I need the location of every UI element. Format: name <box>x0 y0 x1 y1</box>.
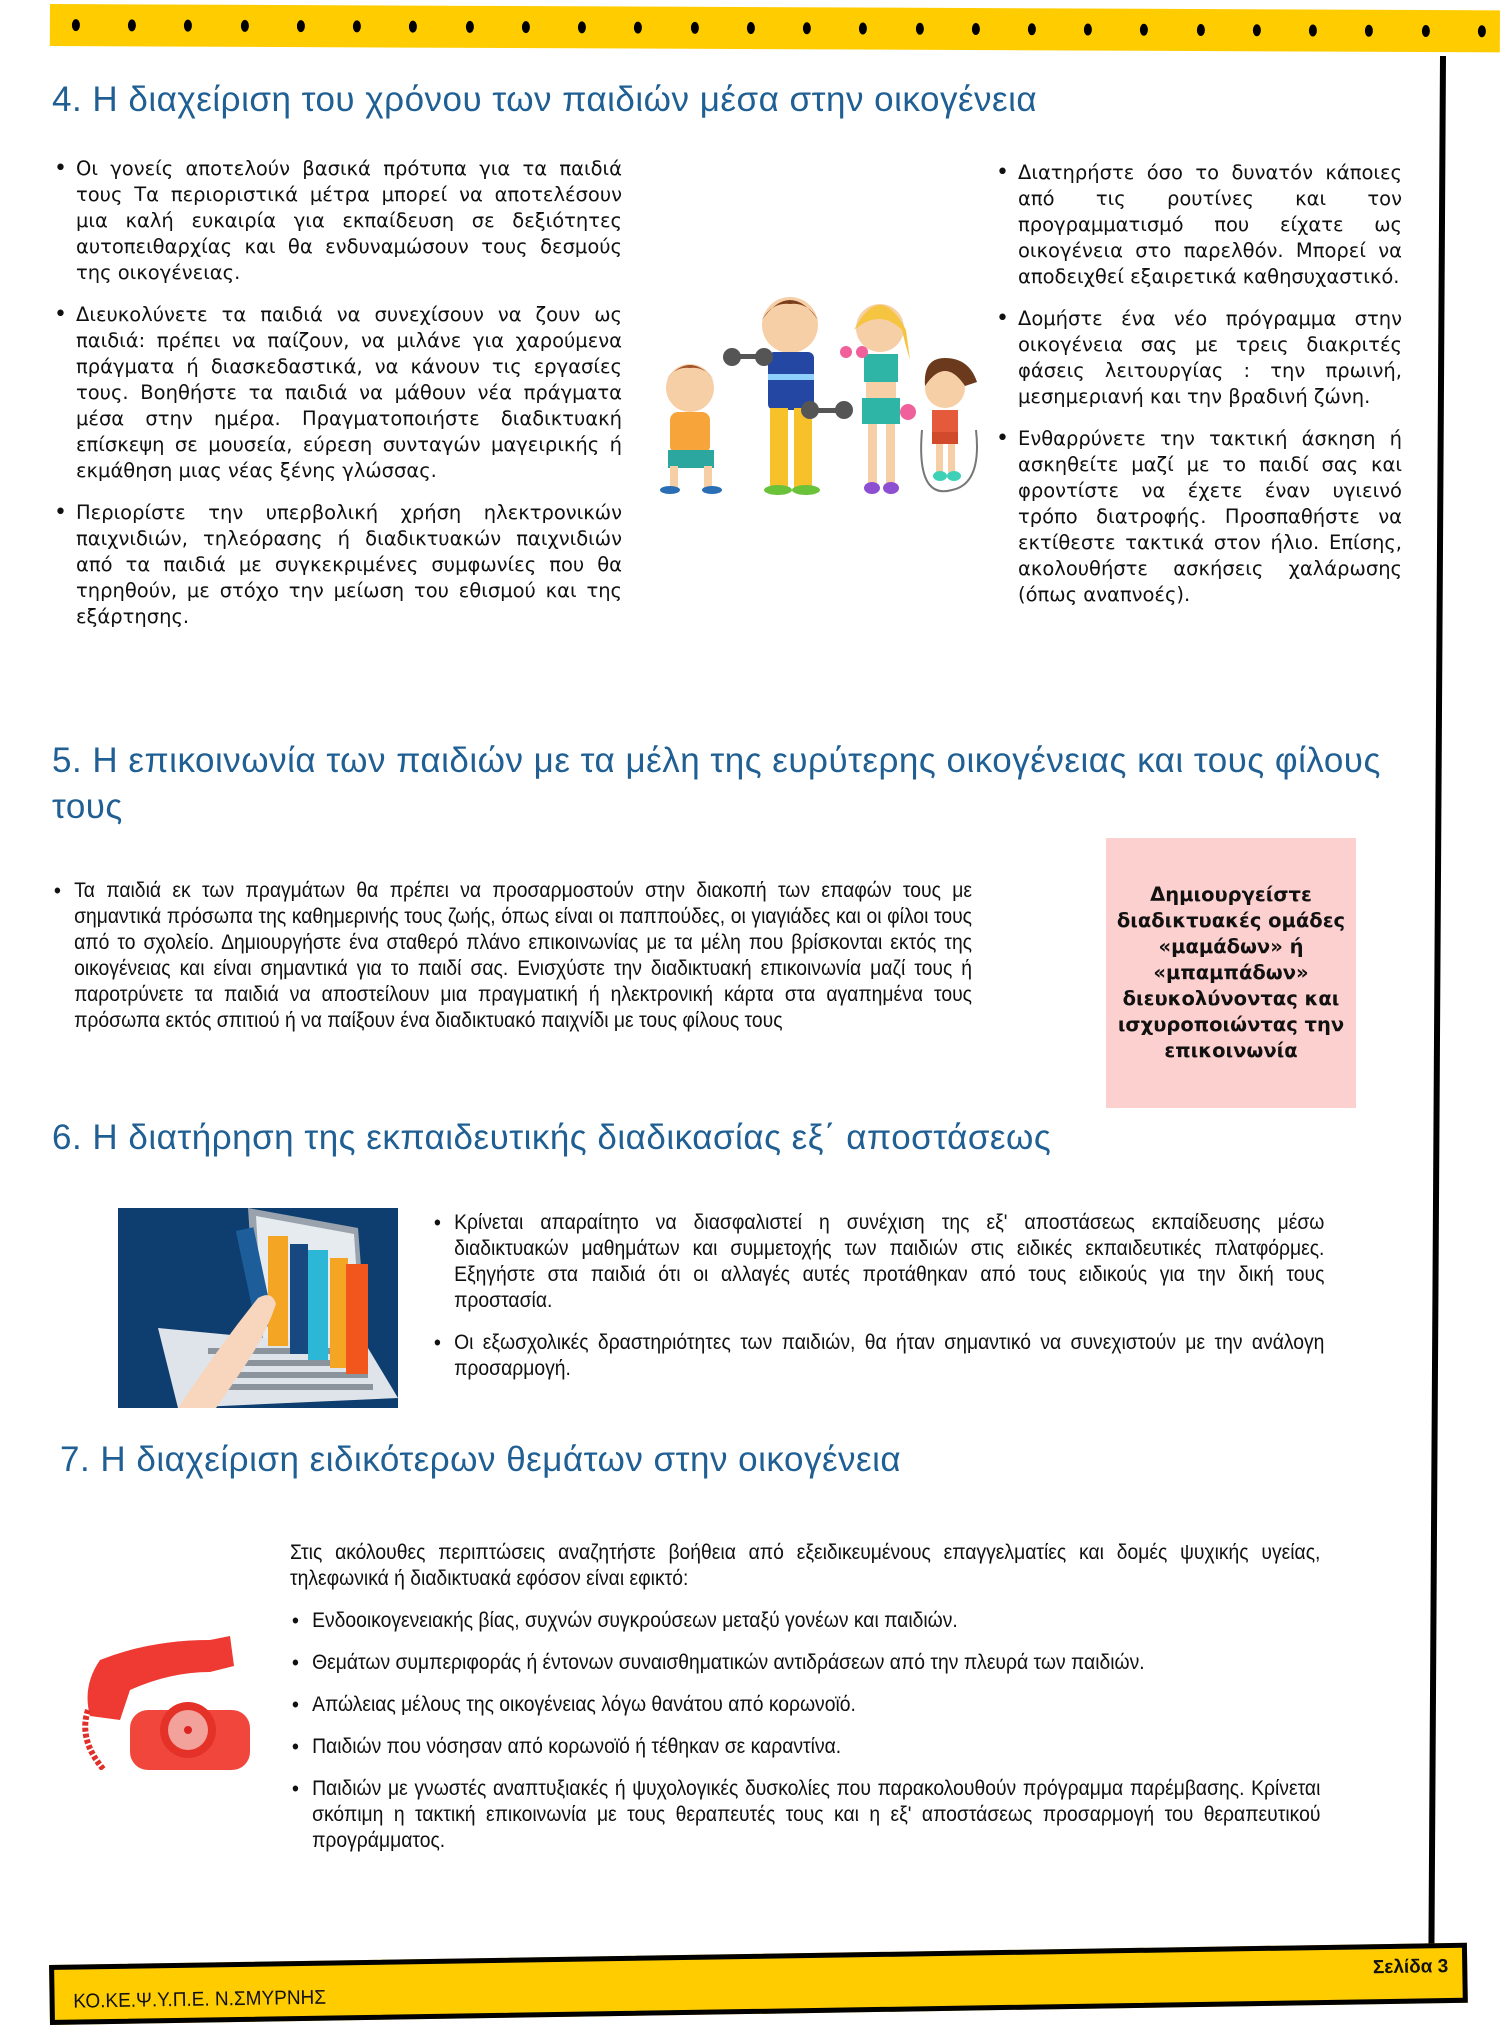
callout-box <box>1106 838 1356 1108</box>
decorative-dot <box>1478 25 1486 37</box>
page-number: Σελίδα 3 <box>1372 1956 1449 1979</box>
right-border-rule <box>1428 56 1446 1956</box>
decorative-dot <box>1197 24 1205 36</box>
red-telephone-illustration <box>60 1600 260 1770</box>
decorative-dot <box>241 20 249 32</box>
list-item: • Θεμάτων συμπεριφοράς ή έντονων συναισθηματικών αντιδράσεων από την πλευρά των παιδιών. <box>290 1650 1320 1676</box>
section-6-text <box>432 1210 1324 1398</box>
header-band <box>50 4 1500 52</box>
decorative-dot <box>128 19 136 31</box>
decorative-dot <box>1253 24 1261 36</box>
list-item: • Περιορίστε την υπερβολική χρήση ηλεκτρονικών παιχνιδιών, τηλεόρασης ή διαδικτυακών παιχνιδιών από τα παιδιά με συγκεκριμένες συμφωνίες που θα τηρηθούν, με στόχο την μείωση του εθισμού και της εξάρτησης. <box>52 500 622 630</box>
list-item: • Διατηρήστε όσο το δυνατόν κάποιες από τις ρουτίνες και τον προγραμματισμό που είχατε ως οικογένεια στο παρελθόν. Μπορεί να αποδειχθεί εξαιρετικά καθησυχαστικό. <box>994 160 1402 290</box>
decorative-dot <box>690 22 698 34</box>
decorative-dot <box>915 23 923 35</box>
list-item: • Δομήστε ένα νέο πρόγραμμα στην οικογένεια σας με τρεις διακριτές φάσεις λειτουργίας : την πρωινή, μεσημεριανή και την βραδινή ζώνη. <box>994 306 1402 410</box>
section-4-right-column <box>994 160 1402 624</box>
laptop-books-illustration <box>118 1208 398 1408</box>
list-item: • Απώλειας μέλους της οικογένειας λόγω θανάτου από κορωνοϊό. <box>290 1692 1320 1718</box>
list-item: • Διευκολύνετε τα παιδιά να συνεχίσουν να ζουν ως παιδιά: πρέπει να παίζουν, να μιλάνε για χαρούμενα πράγματα ή διασκεδαστικά, να κάνουν τις εργασίες τους. Βοηθήστε τα παιδιά να μάθουν νέα πράγματα μέσα στην ημέρα. Πραγματοποιήστε διαδικτυακή επίσκεψη σε μουσεία, εύρεση συνταγών μαγειρικής ή εκμάθηση μιας νέας ξένης γλώσσας. <box>52 302 622 484</box>
section-4-title: 4. Η διαχείριση του χρόνου των παιδιών μέσα στην οικογένεια <box>52 80 1038 119</box>
footer-organization: ΚΟ.ΚΕ.Ψ.Υ.Π.Ε. Ν.ΣΜΥΡΝΗΣ <box>73 1986 327 2013</box>
decorative-dot <box>297 20 305 32</box>
decorative-dot <box>353 20 361 32</box>
decorative-dot <box>803 22 811 34</box>
decorative-dot <box>972 23 980 35</box>
list-item: • Οι εξωσχολικές δραστηριότητες των παιδιών, θα ήταν σημαντικό να συνεχιστούν με την ανάλογη προσαρμογή. <box>432 1330 1324 1382</box>
decorative-dot <box>1140 24 1148 36</box>
list-item: • Τα παιδιά εκ των πραγμάτων θα πρέπει να προσαρμοστούν στην διακοπή των επαφών τους με σημαντικά πρόσωπα της καθημερινής τους ζωής, όπως είναι οι παππούδες, οι γιαγιάδες και οι φίλοι τους από το σχολείο. Δημιουργήστε ένα σταθερό πλάνο επικοινωνίας με τα μέλη που βρίσκονται εκτός της οικογένειας και είναι σημαντικά για το παιδί σας. Ενισχύστε την διαδικτυακή επικοινωνία μαζί τους ή παροτρύνετε τα παιδιά να αποστείλουν μια πραγματική ή ηλεκτρονική κάρτα στα αγαπημένα τους πρόσωπα εκτός σπιτιού ή να παίξουν ένα διαδικτυακό παιχνίδι με τους φίλους τους <box>52 878 972 1034</box>
section-7-intro: Στις ακόλουθες περιπτώσεις αναζητήστε βοήθεια από εξειδικευμένους επαγγελματίες και δομές ψυχικής υγείας, τηλεφωνικά ή διαδικτυακά εφόσον είναι εφικτό: <box>290 1541 1321 1590</box>
girl-figure <box>921 358 977 491</box>
section-4-left-column <box>52 156 622 646</box>
decorative-dot <box>1084 24 1092 36</box>
decorative-dot <box>1028 23 1036 35</box>
list-item: • Παιδιών με γνωστές αναπτυξιακές ή ψυχολογικές δυσκολίες που παρακολουθούν πρόγραμμα παρέμβασης. Κρίνεται σκόπιμη η τακτική επικοινωνία με τους θεραπευτές τους και η εξ' αποστάσεως προσαρμογή του θεραπευτικού προγράμματος. <box>290 1776 1320 1854</box>
list-item: • Ενθαρρύνετε την τακτική άσκηση ή ασκηθείτε μαζί με το παιδί σας και φροντίστε να έχετε έναν υγιεινό τρόπο διατροφής. Προσπαθήστε να εκτίθεστε τακτικά στον ήλιο. Επίσης, ακολουθήστε ασκήσεις χαλάρωσης (όπως αναπνοές). <box>994 426 1402 608</box>
footer-band <box>49 1943 1468 2025</box>
decorative-dot <box>859 23 867 35</box>
list-item: • Παιδιών που νόσησαν από κορωνοϊό ή τέθηκαν σε καραντίνα. <box>290 1734 1320 1760</box>
boy-figure <box>660 364 722 494</box>
list-item: • Ενδοοικογενειακής βίας, συχνών συγκρούσεων μεταξύ γονέων και παιδιών. <box>290 1608 1320 1634</box>
father-figure <box>723 297 853 495</box>
mother-figure <box>840 304 916 494</box>
decorative-dot <box>409 21 417 33</box>
decorative-dot <box>1309 24 1317 36</box>
decorative-dot <box>522 21 530 33</box>
family-exercise-illustration <box>640 270 980 500</box>
section-5-title: 5. Η επικοινωνία των παιδιών με τα μέλη της ευρύτερης οικογένειας και τους φίλους τους <box>52 741 1381 826</box>
section-6-title: 6. Η διατήρηση της εκπαιδευτικής διαδικασίας εξ΄ αποστάσεως <box>52 1118 1052 1157</box>
decorative-dot <box>1421 25 1429 37</box>
decorative-dot <box>184 20 192 32</box>
callout-text: Δημιουργείστε διαδικτυακές ομάδες «μαμάδων» ή «μπαμπάδων» διευκολύνοντας και ισχυροποιώντας την επικοινωνία <box>1116 883 1346 1062</box>
decorative-dot <box>1365 25 1373 37</box>
section-7-title: 7. Η διαχείριση ειδικότερων θεμάτων στην οικογένεια <box>60 1440 902 1479</box>
decorative-dot <box>634 22 642 34</box>
decorative-dot <box>72 19 80 31</box>
section-7-list <box>290 1608 1320 1870</box>
list-item: • Οι γονείς αποτελούν βασικά πρότυπα για τα παιδιά τους Τα περιοριστικά μέτρα μπορεί να αποτελέσουν μια καλή ευκαιρία για εκπαίδευση σε δεξιότητες αυτοπειθαρχίας και θα ενδυναμώσουν τους δεσμούς της οικογένειας. <box>52 156 622 286</box>
decorative-dot <box>747 22 755 34</box>
list-item: • Κρίνεται απαραίτητο να διασφαλιστεί η συνέχιση της εξ' αποστάσεως εκπαίδευσης μέσω διαδικτυακών μαθημάτων και συμμετοχής των παιδιών στις ειδικές εκπαιδευτικές πλατφόρμες. Εξηγήστε στα παιδιά ότι οι αλλαγές αυτές προτάθηκαν από τους ειδικούς για την δική τους προστασία. <box>432 1210 1324 1314</box>
section-5-text <box>52 878 972 1050</box>
decorative-dot <box>466 21 474 33</box>
decorative-dot <box>578 21 586 33</box>
